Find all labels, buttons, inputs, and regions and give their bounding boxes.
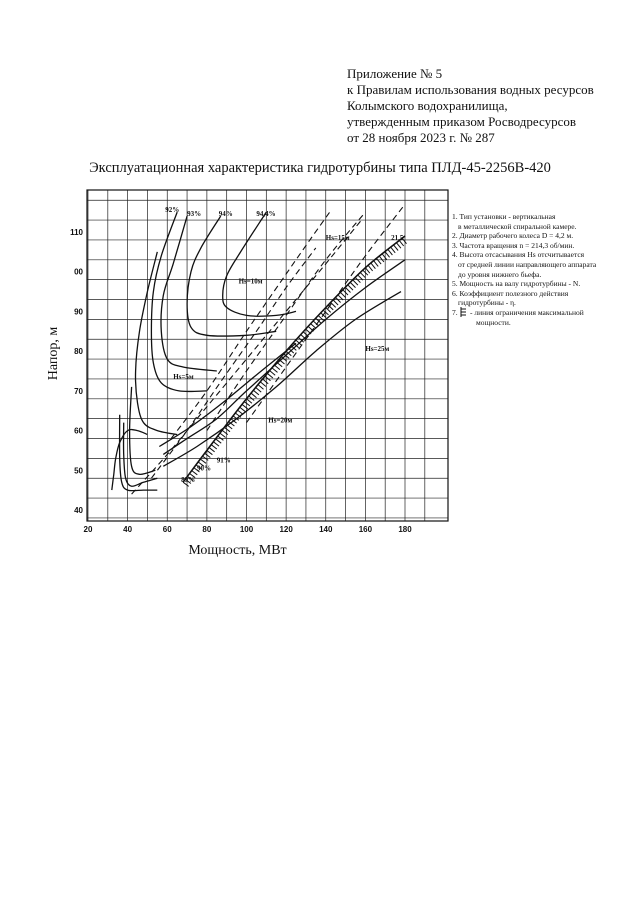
- note-3: 3. Частота вращения n = 214,3 об/мин.: [452, 240, 575, 250]
- power-limit-hatch: [351, 283, 356, 288]
- note-6-cont: гидротурбины - η.: [458, 298, 516, 308]
- power-limit-hatch: [253, 390, 258, 395]
- y-tick-label: 90: [74, 307, 83, 317]
- power-limit-hatch: [260, 382, 265, 387]
- power-limit-hatch: [220, 433, 226, 437]
- document-title: Эксплуатационная характеристика гидротурбины типа ПЛД-45-2256В-420: [89, 160, 551, 176]
- power-limit-hatch: [346, 288, 351, 293]
- chart-axes: [46, 228, 412, 558]
- curve-label: 90%: [196, 464, 211, 473]
- power-limit-hatch: [272, 368, 277, 372]
- power-limit-hatch: [374, 261, 378, 266]
- power-limit-hatch: [360, 273, 365, 278]
- note-1: 1. Тип установки - вертикальная: [452, 212, 556, 221]
- chart-notes: [452, 212, 596, 327]
- y-tick-label: 80: [74, 347, 83, 357]
- y-tick-label: 00: [74, 267, 83, 277]
- power-limit-hatch: [279, 360, 284, 364]
- note-4: 4. Высота отсасывания Hs отсчитывается: [452, 250, 585, 260]
- curve-label: 21,5: [391, 233, 404, 242]
- power-limit-hatch: [247, 399, 252, 404]
- efficiency-contour: [130, 387, 156, 474]
- power-limit-hatch: [258, 385, 263, 390]
- header-line: от 28 ноября 2023 г. № 287: [347, 130, 495, 145]
- header-line: Приложение № 5: [347, 66, 443, 81]
- power-limit-hatch: [368, 265, 372, 270]
- power-limit-hatch: [238, 410, 244, 414]
- curve-label: 92%: [165, 206, 180, 215]
- power-limit-hatch: [333, 300, 338, 305]
- x-tick-label: 160: [358, 525, 373, 534]
- power-limit-hatch: [385, 252, 389, 257]
- y-tick-label: 70: [74, 386, 83, 396]
- power-limit-hatch: [267, 374, 272, 378]
- curve-label: Hs=5м: [173, 372, 194, 381]
- curve-label: Hs=25м: [365, 345, 390, 354]
- power-limit-hatch: [227, 425, 233, 429]
- x-tick-label: 60: [162, 525, 172, 534]
- y-tick-label: 50: [74, 466, 83, 476]
- note-4-cont2: до уровня нижнего бьефа.: [458, 269, 542, 279]
- power-limit-hatch: [216, 439, 222, 443]
- power-limit-hatch: [371, 263, 375, 268]
- power-limit-hatch: [311, 324, 316, 329]
- power-limit-hatch: [213, 442, 219, 446]
- curve-label: 91%: [216, 456, 231, 465]
- efficiency-contour: [159, 343, 296, 446]
- power-limit-hatch: [336, 298, 341, 303]
- y-tick-label: 40: [74, 506, 83, 515]
- power-limit-hatch: [397, 243, 401, 248]
- curve-label: 93%: [187, 210, 202, 219]
- power-limit-hatch: [306, 329, 311, 334]
- curve-label: Hs=15м: [325, 233, 350, 242]
- note-2: 2. Диаметр рабочего колеса D = 4,2 м.: [452, 231, 574, 241]
- header-line: Колымского водохранилища,: [347, 98, 508, 113]
- efficiency-contour: [163, 260, 405, 455]
- power-limit-hatch: [263, 379, 268, 384]
- x-tick-label: 100: [239, 525, 254, 534]
- note-6: 6. Коэффициент полезного действия: [452, 288, 569, 298]
- power-limit-hatch: [244, 402, 250, 406]
- note-4-cont: от средней линии направляющего аппарата: [458, 259, 597, 269]
- x-tick-label: 120: [279, 525, 293, 534]
- power-limit-hatch: [394, 245, 398, 250]
- power-limit-hatch: [207, 450, 213, 454]
- power-limit-hatch: [240, 407, 246, 411]
- power-limit-legend-icon: [459, 307, 467, 317]
- note-7-cont: мощности.: [476, 317, 511, 327]
- note-5: 5. Мощность на валу гидротурбины - N.: [452, 279, 581, 289]
- power-limit-hatch: [209, 448, 215, 452]
- curve-label: Hs=10м: [238, 277, 263, 286]
- power-limit-hatch: [200, 459, 206, 463]
- header-line: утвержденным приказом Росводресурсов: [347, 114, 576, 129]
- power-limit-hatch: [277, 362, 282, 366]
- x-tick-label: 80: [202, 525, 212, 534]
- power-limit-hatch: [391, 247, 395, 252]
- power-limit-hatch: [321, 313, 326, 318]
- power-limit-hatch: [331, 302, 336, 307]
- power-limit-hatch: [211, 445, 217, 449]
- suction-head-line: [151, 248, 315, 478]
- x-tick-label: 40: [123, 525, 133, 534]
- power-limit-hatch: [265, 376, 270, 380]
- power-limit-hatch: [242, 405, 248, 409]
- power-limit-hatch: [251, 393, 256, 398]
- efficiency-contour: [151, 212, 207, 391]
- power-limit-hatch: [224, 427, 230, 431]
- curve-label: Hs=20м: [268, 416, 293, 425]
- power-limit-hatch: [270, 371, 275, 375]
- power-limit-hatch: [205, 453, 211, 457]
- note-1-cont: в металлической спиральной камере.: [458, 221, 577, 231]
- x-tick-label: 140: [319, 525, 333, 534]
- chart-curves: [112, 204, 407, 494]
- header-line: к Правилам использования водных ресурсов: [347, 82, 594, 97]
- x-axis-title: Мощность, МВт: [188, 543, 287, 558]
- x-tick-label: 20: [83, 525, 93, 534]
- power-limit-hatch: [348, 285, 353, 290]
- power-limit-hatch: [249, 396, 254, 401]
- power-limit-hatch: [355, 278, 360, 283]
- power-limit-hatch: [380, 256, 384, 262]
- power-limit-hatch: [353, 280, 358, 285]
- power-limit-hatch: [256, 388, 261, 393]
- efficiency-contour: [187, 216, 276, 336]
- power-limit-hatch: [382, 254, 386, 259]
- power-limit-hatch: [365, 268, 369, 273]
- efficiency-contour: [223, 212, 296, 316]
- power-limit-hatch: [341, 293, 346, 298]
- note-7-number: 7.: [452, 307, 458, 317]
- curve-label: 89%: [181, 476, 196, 485]
- y-axis-title: Напор, м: [46, 326, 61, 381]
- note-7: [452, 308, 596, 318]
- efficiency-contour: [136, 252, 178, 435]
- y-tick-label: 60: [74, 426, 83, 436]
- efficiency-contour: [161, 216, 217, 371]
- power-limit-hatch: [388, 250, 392, 255]
- note-7-text: - линия ограничения максимальной: [470, 307, 584, 317]
- power-limit-hatch: [274, 365, 279, 369]
- curve-label: 94%: [218, 210, 233, 219]
- x-tick-label: 180: [398, 525, 412, 534]
- y-tick-label: 110: [70, 228, 83, 237]
- curve-label: 94,4%: [256, 210, 276, 219]
